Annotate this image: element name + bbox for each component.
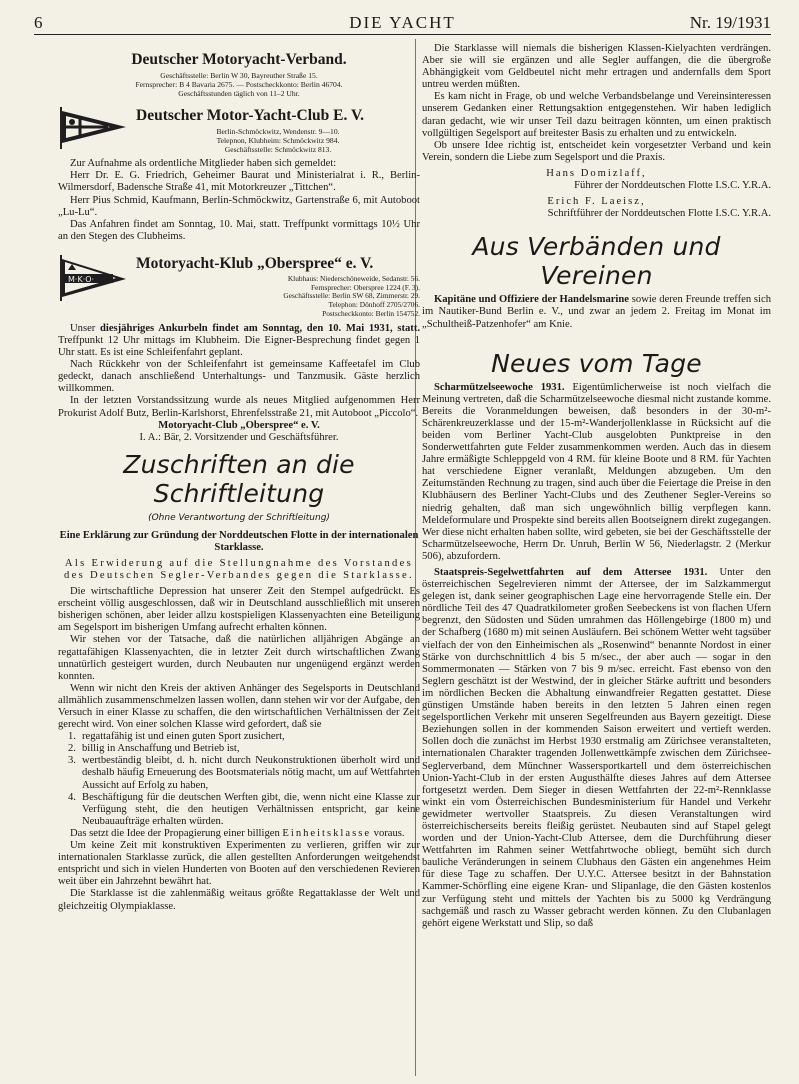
dmyc-line: Geschäftsstelle: Schmöckwitz 813.	[224, 145, 332, 155]
article-intro: Als Erwiderung auf die Stellungnahme des Vorstandes des Deutschen Segler-Verbandes gegen die Starklasse.	[63, 557, 415, 581]
dmv-line: Fernsprecher: B 4 Bavaria 2675. — Postscheckkonto: Berlin 46704.	[135, 80, 343, 90]
left-column	[58, 43, 420, 1080]
mko-line: Fernsprecher: Oberspree 1224 (F. 3).	[310, 282, 420, 292]
article-paragraph: Das setzt die Idee der Propagierung einer billigen Einheitsklasse voraus.	[70, 827, 405, 839]
section-heading-verbaende: Aus Verbänden und Vereinen	[472, 232, 721, 291]
signature-role: Führer der Norddeutschen Flotte I.S.C. Y.R.A.	[574, 180, 771, 192]
mko-header	[58, 255, 420, 319]
section-heading-neues: Neues vom Tage	[491, 348, 702, 378]
list-item: 3. wertbeständig bleibt, d. h. nicht durch Neukonstruktionen überholt wird und deshalb häufig Erneuerung des Bootsmaterials nötig macht, um auf Wettfahrten Aussicht auf Erfolg zu haben,	[68, 755, 420, 791]
list-item: 1. regattafähig ist und einen guten Sport zusichert,	[68, 731, 285, 743]
dmyc-line: Telepnon, Klubheim: Schmöckwitz 984.	[216, 135, 340, 145]
dmyc-paragraph: Herr Pius Schmid, Kaufmann, Berlin-Schmöckwitz, Gartenstraße 6, mit Autoboot „Lu-Lu“.	[58, 194, 420, 218]
dmyc-pennant-icon	[58, 107, 128, 149]
requirements-list	[68, 731, 420, 828]
mko-pennant-icon	[58, 255, 128, 301]
article-paragraph: Wenn wir nicht den Kreis der aktiven Anhänger des Segelsports in Deutschland allmählich zusammenschmelzen lassen wollen, dann stehen wir vor der Aufgabe, den Versuch in einer Klasse zu schaffen, die den wirtschaftlichen Verhältnissen der Zeit gerecht wird. Von einer solchen Klasse wird gefordert, daß sie	[58, 682, 420, 731]
mko-line: Geschäftsstelle: Berlin SW 68, Zimmerstr. 29.	[283, 291, 420, 301]
news-paragraph: Staatspreis-Segelwettfahrten auf dem Attersee 1931. Unter den österreichischen Segelrevieren nimmt der Attersee, der im Salzkammergut gelegen ist, dank seiner geographischen Lage eine hervorragende Stelle ein. Der nördliche Teil des 47 Quadratkilometer großen Seebeckens ist von flachen Ufern begrenzt, den Südosten und Süden umrahmen das Höllengebirge (1800 m) und der Schafberg (1680 m) mit seinen Ausläufern. Bei schönem Wetter weht tagsüber vielfach der von den Einheimischen als „Rosenwind“ benannte Nordost in einer Stärke von durchschnittlich 4 bis 5 m/sec., der aber auch — sogar in den Sommermonaten — Stärken von 7 bis 9 m/sec. erreicht. Fast ebenso von den Seglern geschätzt ist der Westwind, der in gleicher Stärke auftritt und besonders im nördlichen Becken die Abhaltung einwandfreier Regatten gestattet. Diese günstigen Umstände haben bereits in den letzten 5 Jahren einen regen segelsportlichen Verkehr mit unseren Segelfreunden aus Bayern gezeitigt. Diese Beziehungen sollen in der kommenden Saison erweitert und vertieft werden. Sollen doch die zunächst im Herbst 1930 erstmalig am Zürichsee veranstalteten, internationalen Charakter tragenden Jollenwettkämpfe zwischen dem Zürichsee-Seglerverband, dem Münchner Wassersportkartell und dem österreichischen Union-Yacht-Club in der ersten Augusthälfte dieses Jahres auf dem Attersee fortgesetzt werden. Dem Sieger in diesen Wettfahrten der 22-m²-Rennklasse winkt ein vom Österreichischen Bundesministerium für Handel und Verkehr gewidmeter wertvoller Staatspreis. Zu diesen Veranstaltungen wird österreichischerseits bereits fleißig gerüstet. Neubauten sind auf Stapel gelegt worden und der Union-Yacht-Club Attersee, dem die Durchführung dieser Wettfahrten im Rahmen seiner Wettfahrtwoche obliegt, bemüht sich durch bauliche Veränderungen in seinem Clubhaus den Gästen ein angenehmes Heim für diese Tage zu schaffen. Der U.Y.C. Attersee besitzt in der Bahnstation Kammer-Schörfling eine eigene Kran- und Slipanlage, die den Gästen kostenlos zur Verfügung steht und mittels der Yachten bis zu 5000 kg Verdrängung sachgemäß und rasch zu Wasser gebracht werden können. Zu den Clubanlagen gehört eigene Werkstatt und Slip, so daß	[422, 567, 771, 929]
mko-paragraph: In der letzten Vorstandssitzung wurde als neues Mitglied aufgenommen Herr Prokurist Adolf Butz, Berlin-Karlshorst, Ehrenfelsstraße 21, mit Autoboot „Piccolo“.	[58, 395, 420, 419]
dmv-line: Geschäftsstelle: Berlin W 30, Bayreuther Straße 15.	[160, 71, 318, 80]
article-paragraph: Wir stehen vor der Tatsache, daß die natürlichen alljährigen Abgänge an regattafähigen Klassenyachten, die in letzter Zeit durch wirtschaftlichen Zwang unnatürlich gesteigert wurden, durch Neubauten nur ungenügend ergänzt werden konnten.	[58, 634, 420, 682]
mko-paragraph: Nach Rückkehr von der Schleifenfahrt ist gemeinsame Kaffeetafel im Club gedeckt, danach anschließend Unterhaltungs- und Tanzmusik. Gäste herzlich willkommen.	[58, 359, 420, 395]
right-column	[422, 43, 771, 1080]
magazine-title: DIE YACHT	[349, 13, 456, 32]
signature-name: Hans Domizlaff,	[546, 167, 647, 179]
dmyc-paragraph: Das Anfahren findet am Sonntag, 10. Mai, statt. Treffpunkt vormittags 10½ Uhr an den Stegen des Clubheims.	[58, 218, 420, 242]
dmyc-line: Berlin-Schmöckwitz, Wendenstr. 9—10.	[216, 126, 340, 136]
dmyc-header	[58, 107, 420, 155]
article-paragraph: Die Starklasse will niemals die bisherigen Klassen-Kielyachten verdrängen. Aber sie will sie ergänzen und alle Segler auffangen, die die übergroße Abhängigkeit vom Geldbeutel nicht mehr ertragen und andernfalls dem Sport untreu werden müßten.	[422, 43, 771, 91]
dmv-title: Deutscher Motoryacht-Verband.	[131, 51, 347, 68]
section-heading-zuschriften: Zuschriften an die Schriftleitung	[123, 449, 355, 508]
signature-name: Erich F. Laeisz,	[547, 196, 646, 208]
mko-paragraph: Unser diesjähriges Ankurbeln findet am Sonntag, den 10. Mai 1931, statt. Treffpunkt 12 Uhr mittags im Klubheim. Die Eigner-Besprechung findet gegen 1 Uhr statt. Es ist eine Schleifenfahrt geplant.	[58, 322, 420, 359]
article-paragraph: Ob unsere Idee richtig ist, entscheidet kein vorgesetzter Verband und kein Verein, sondern die Liebe zum Segelsport und die Praxis.	[422, 139, 771, 163]
dmyc-title: Deutscher Motor-Yacht-Club E. V.	[136, 106, 365, 124]
page-header	[34, 10, 771, 35]
page-number: 6	[34, 13, 43, 32]
news-paragraph: Scharmützelseewoche 1931. Eigentümlicherweise ist noch vielfach die Meinung vertreten, daß die Scharmützelseewoche diesmal nicht zustande komme. Bereits die Voranmeldungen beweisen, daß besonders in der 30-m²-Schärenkreuzerklasse und der 15-m²-Wanderjollenklasse in Rücksicht auf die beiden vom Berliner Yacht-Club ausgelobten Punktpreise in den Sonderwettfahrten gute Felder zusammenkommen werden. Auch das in diesem Jahre ermäßigte Schleppgeld von 4 RM. für kleine Boote und 8 RM. für Yachten hat verschiedene Eigner veranlaßt, Meldungen abzugeben. Um den Zeitumständen Rechnung zu tragen, sind auch über die Feiertage die Preise in den Klubhäusern des Berliner Yacht-Clubs und des Zeuthener Segler-Vereins so niedrig gehalten, daß man sich ungewöhnlich billig verpflegen kann. Meldeformulare und Prospekte sind bereits allen Bootseignern direkt zugegangen. Wer diese nicht erhalten haben sollte, wird gebeten, sie bei der Geschäftsstelle der Scharmützelseewoche, Herrn Dr. Unruh, Berlin W 56, Niederlagstr. 2 (Merkur 506), abzufordern.	[422, 381, 771, 562]
article-paragraph: Um keine Zeit mit konstruktiven Experimenten zu verlieren, griffen wir zur internationalen Starklasse zurück, die allen gestellten Anforderungen weitgehendst entspricht und sich in vielen Hunderten von Booten auf den verschiedenen Revieren weit über ein Jahrzehnt bewährt hat.	[58, 840, 420, 888]
mko-line: Telephon: Dönhoff 2705/2706.	[328, 300, 420, 310]
article-title: Eine Erklärung zur Gründung der Norddeutschen Flotte in der internationalen Starklasse.	[59, 529, 419, 553]
article-paragraph: Die Starklasse ist die zahlenmäßig weitaus größte Regattaklasse der Welt und gleichzeitig Olympiaklasse.	[58, 888, 420, 912]
mko-line: Postscheckkonto: Berlin 154752.	[322, 309, 420, 319]
mko-flag-text: M·K·O·	[68, 274, 95, 284]
list-item: 4. Beschäftigung für die deutschen Werften gibt, die, wenn nicht eine Klasse zur Verfügung steht, die den heutigen Verhältnissen entspricht, gar keine Neubauaufträge erhalten würden.	[68, 791, 420, 827]
mko-line: Klubhaus: Niederschöneweide, Sedanstr. 56.	[287, 273, 420, 283]
issue-number: Nr. 19/1931	[689, 13, 771, 32]
mko-title: Motoryacht-Klub „Oberspree“ e. V.	[136, 254, 374, 272]
dmyc-paragraph: Herr Dr. E. G. Friedrich, Geheimer Baurat und Ministerialrat i. R., Berlin-Wilmersdorf, Badensche Straße 41, mit Motorkreuzer „Tittchen“.	[58, 170, 420, 194]
dmv-line: Geschäftsstunden täglich von 11–2 Uhr.	[178, 89, 300, 99]
signature-role: Schriftführer der Norddeutschen Flotte I.S.C. Y.R.A.	[547, 208, 771, 220]
mko-signature-person: I. A.: Bär, 2. Vorsitzender und Geschäftsführer.	[139, 431, 339, 443]
dmyc-paragraph: Zur Aufnahme als ordentliche Mitglieder haben sich gemeldet:	[70, 158, 337, 170]
article-paragraph: Die wirtschaftliche Depression hat unserer Zeit den Stempel aufgedrückt. Es erscheint völlig ausgeschlossen, daß wir in Deutschland ausschließlich mit unseren bisherigen schönen, aber leider allzu kostspieligen Klassenyachten eine Beteiligung am Segelsport im bisherigen Umfang aufrecht erhalten können.	[58, 586, 420, 634]
section-subheading: (Ohne Verantwortung der Schriftleitung)	[148, 512, 330, 523]
list-item: 2. billig in Anschaffung und Betrieb ist,	[68, 743, 240, 755]
mko-signature-club: Motoryacht-Club „Oberspree“ e. V.	[158, 419, 320, 431]
verbaende-paragraph: Kapitäne und Offiziere der Handelsmarine sowie deren Freunde treffen sich im Nautiker-Bund Berlin e. V., und zwar an jedem 2. Freitag im Monat im „Schultheiß-Patzenhofer“ am Knie.	[422, 294, 771, 330]
article-paragraph: Es kam nicht in Frage, ob und welche Verbandsbelange und Vereinsinteressen unserem Gedanken einer Rettungsaktion entgegenstehen. Wir haben lediglich daran gedacht, wie wir unser Teil dazu beitragen könnten, um einen praktisch vollgültigen Segelsport auf breitester Basis zu erhalten und zu entwickeln.	[422, 91, 771, 139]
